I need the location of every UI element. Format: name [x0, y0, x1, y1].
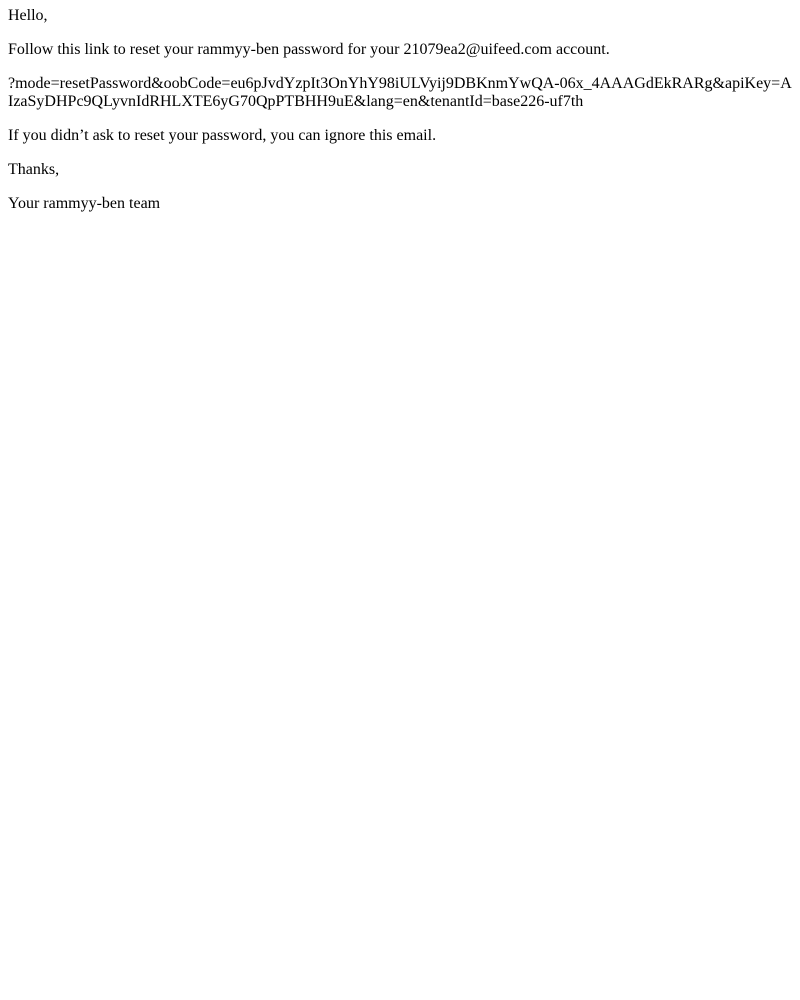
email-greeting: Hello,: [8, 7, 48, 24]
email-signature: Your rammyy-ben team: [8, 195, 161, 212]
email-body: [0, 0, 800, 213]
reset-password-link[interactable]: ?mode=resetPassword&oobCode=eu6pJvdYzpIt3OnYhY98iULVyij9DBKnmYwQA-06x_4AAAGdEkRARg&apiKey=AIzaSyDHPc9QLyvnIdRHLXTE6yG70QpPTBHH9uE&lang=en&tenantId=base226-uf7th: [8, 75, 792, 110]
email-thanks: Thanks,: [8, 161, 60, 178]
ignore-notice: If you didn’t ask to reset your password, you can ignore this email.: [8, 127, 437, 144]
email-instructions: Follow this link to reset your rammyy-ben password for your 21079ea2@uifeed.com account.: [8, 41, 610, 58]
